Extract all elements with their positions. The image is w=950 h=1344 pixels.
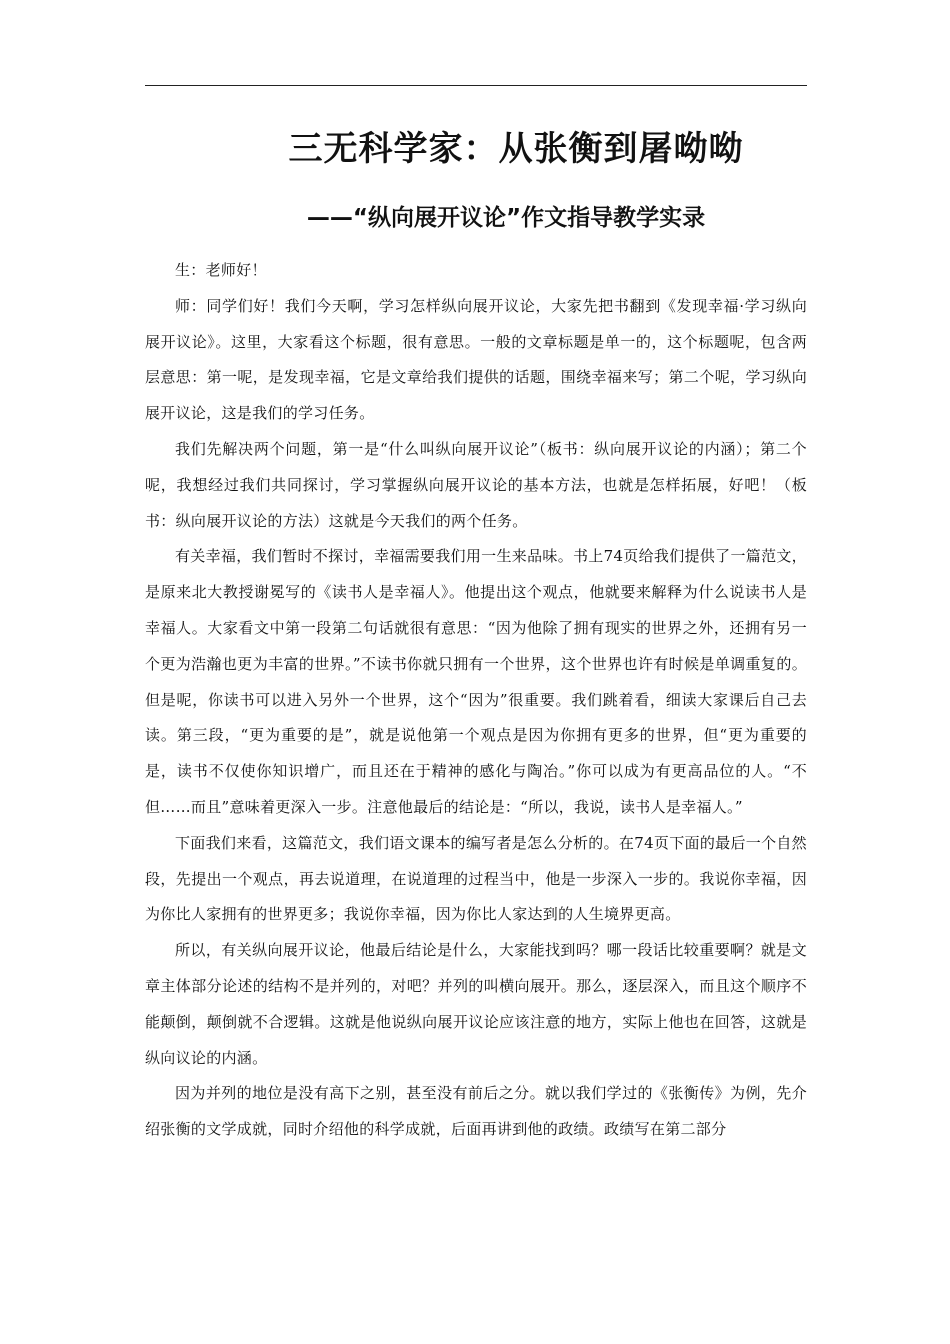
paragraph-sample-essay: 有关幸福，我们暂时不探讨，幸福需要我们用一生来品味。书上74页给我们提供了一篇范文，是原来北大教授谢冕写的《读书人是幸福人》。他提出这个观点，他就要来解释为什么说读书人是幸福人。大家看文中第一段第二句话就很有意思：“因为他除了拥有现实的世界之外，还拥有另一个更为浩瀚也更为丰富的世界。”不读书你就只拥有一个世界，这个世界也许有时候是单调重复的。但是呢，你读书可以进入另外一个世界，这个“因为”很重要。我们跳着看，细读大家课后自己去读。第三段，“更为重要的是”，就是说他第一个观点是因为你拥有更多的世界，但“更为重要的是，读书不仅使你知识增广，而且还在于精神的感化与陶冶。”你可以成为有更高品位的人。“不但……而且”意味着更深入一步。注意他最后的结论是：“所以，我说，读书人是幸福人。” (145, 547, 807, 816)
paragraph-textbook-analysis: 下面我们来看，这篇范文，我们语文课本的编写者是怎么分析的。在74页下面的最后一个自然段，先提出一个观点，再去说道理，在说道理的过程当中，他是一步深入一步的。我说你幸福，因为你比人家拥有的世界更多；我说你幸福，因为你比人家达到的人生境界更高。 (145, 833, 807, 924)
paragraph-zhangheng-example: 因为并列的地位是没有高下之别，甚至没有前后之分。就以我们学过的《张衡传》为例，先介绍张衡的文学成就，同时介绍他的科学成就，后面再讲到他的政绩。政绩写在第二部分 (145, 1084, 807, 1139)
paragraph-conclusion: 所以，有关纵向展开议论，他最后结论是什么，大家能找到吗？哪一段话比较重要啊？就是文章主体部分论述的结构不是并列的，对吧？并列的叫横向展开。那么，逐层深入，而且这个顺序不能颠倒，颠倒就不合逻辑。这就是他说纵向展开议论应该注意的地方，实际上他也在回答，这就是纵向议论的内涵。 (145, 941, 807, 1067)
document-subtitle: ——“纵向展开议论”作文指导教学实录 (306, 205, 706, 231)
body-text (145, 253, 807, 1148)
paragraph-intro: 师：同学们好！我们今天啊，学习怎样纵向展开议论，大家先把书翻到《发现幸福·学习纵向展开议论》。这里，大家看这个标题，很有意思。一般的文章标题是单一的，这个标题呢，包含两层意思：第一呢，是发现幸福，它是文章给我们提供的话题，围绕幸福来写；第二个呢，学习纵向展开议论，这是我们的学习任务。 (145, 296, 807, 423)
paragraph-greeting: 生：老师好！ (175, 261, 267, 279)
header-rule (145, 85, 807, 86)
paragraph-two-questions: 我们先解决两个问题，第一是“什么叫纵向展开议论”（板书：纵向展开议论的内涵）；第二个呢，我想经过我们共同探讨，学习掌握纵向展开议论的基本方法，也就是怎样拓展，好吧！（板书：纵向展开议论的方法）这就是今天我们的两个任务。 (145, 439, 807, 530)
document-title: 三无科学家：从张衡到屠呦呦 (288, 129, 744, 169)
